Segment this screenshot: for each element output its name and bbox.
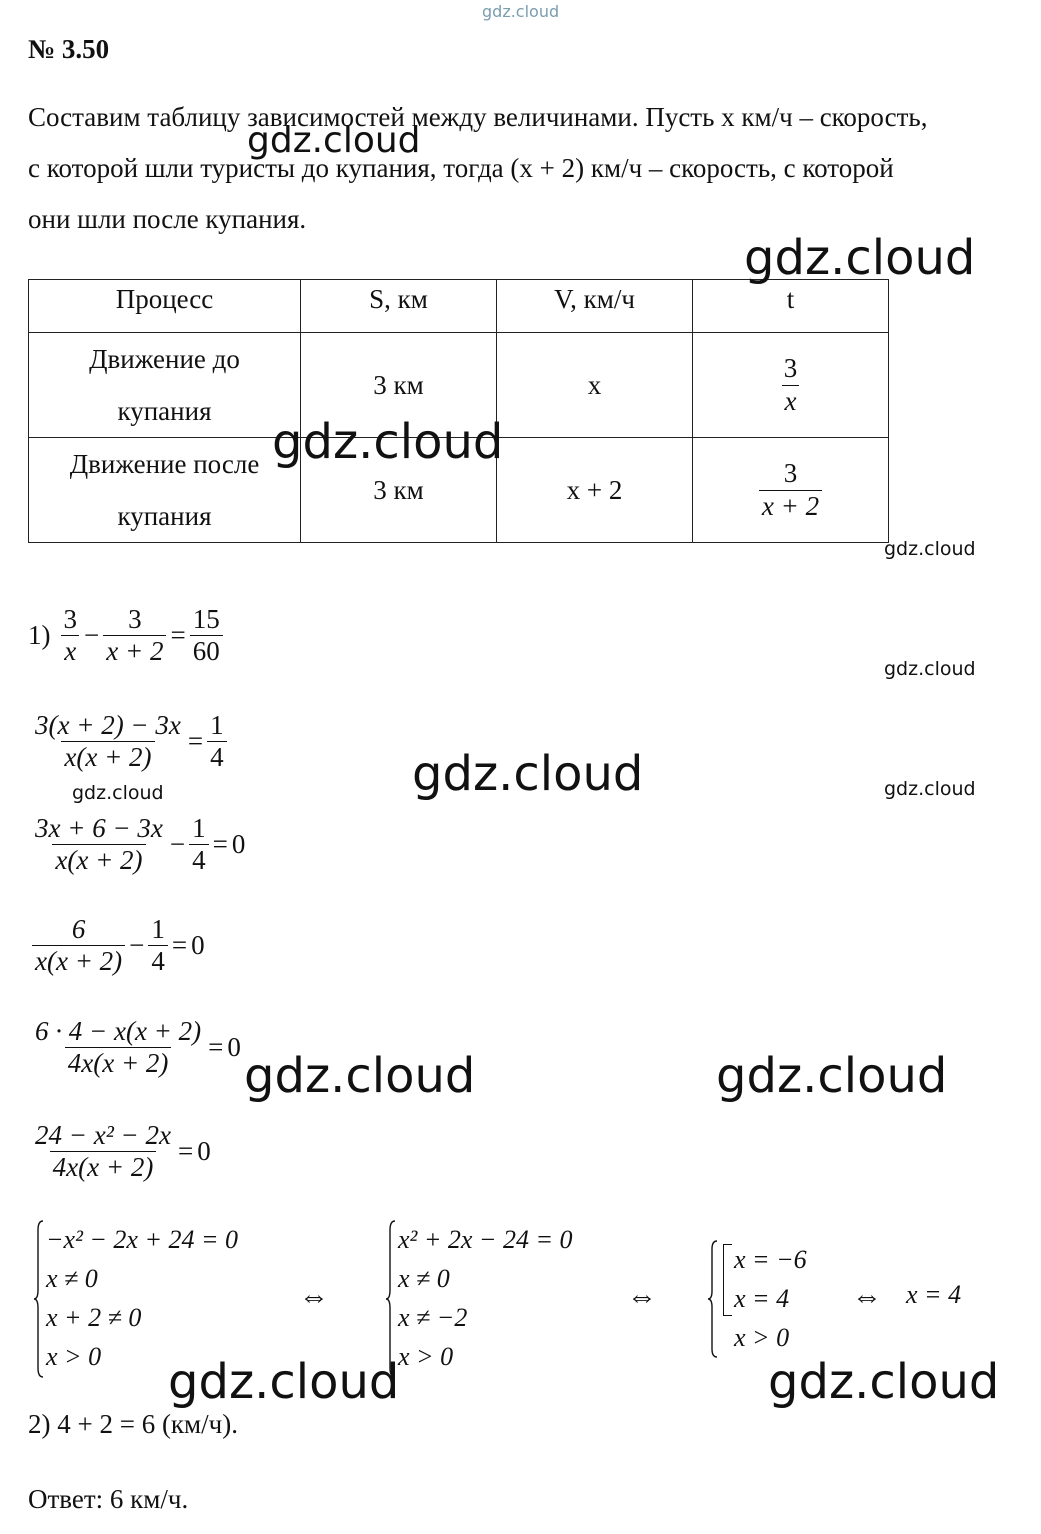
fraction-denominator: 4 [207, 741, 227, 773]
intro-line: с которой шли туристы до купания, тогда (x + 2) км/ч – скорость, с которой [28, 153, 894, 183]
watermark: gdz.cloud [244, 1048, 476, 1104]
watermark: gdz.cloud [272, 414, 504, 470]
fraction [207, 710, 227, 773]
fraction-denominator: 4x(x + 2) [50, 1151, 157, 1183]
cell-time [693, 333, 889, 438]
fraction-numerator: 3 [783, 458, 798, 489]
fraction [61, 604, 81, 667]
fraction-denominator: x(x + 2) [61, 741, 154, 773]
fraction-numerator: 1 [192, 813, 206, 843]
minus-sign: − [129, 930, 145, 961]
watermark: gdz.cloud [884, 658, 976, 680]
fraction-denominator: x [782, 385, 800, 417]
rhs-value: 0 [231, 829, 246, 860]
fraction-numerator: 1 [210, 710, 224, 740]
fraction-denominator: 4x(x + 2) [65, 1047, 172, 1079]
final-root: x = 4 [906, 1280, 962, 1309]
fraction-denominator: x + 2 [103, 635, 166, 667]
system-line: x + 2 ≠ 0 [46, 1303, 142, 1332]
process-text: купания [117, 501, 212, 531]
fraction [32, 1016, 204, 1079]
watermark: gdz.cloud [412, 746, 644, 802]
minus-sign: − [84, 620, 100, 651]
system-line: x > 0 [734, 1323, 790, 1352]
fraction-numerator: 3(x + 2) − 3x [35, 710, 181, 740]
cell-process [29, 333, 301, 438]
time-fraction [781, 353, 801, 416]
intro-paragraph [28, 92, 1018, 245]
curly-brace-icon [708, 1240, 718, 1358]
fraction-numerator: 6 · 4 − x(x + 2) [35, 1016, 202, 1046]
dependency-table [28, 279, 889, 543]
system-line: x > 0 [46, 1342, 102, 1371]
header-time: t [693, 280, 889, 333]
watermark: gdz.cloud [247, 120, 421, 161]
equivalence-arrow-icon: ⇔ [627, 1280, 657, 1313]
equation-3 [32, 813, 245, 876]
square-bracket-icon [723, 1244, 732, 1316]
watermark: gdz.cloud [768, 1354, 1000, 1410]
fraction-denominator: x(x + 2) [32, 945, 125, 977]
equation-5 [32, 1016, 241, 1079]
cell-time [693, 438, 889, 543]
fraction [103, 604, 166, 667]
system-line: x = −6 [734, 1245, 807, 1274]
equivalence-arrow-icon: ⇔ [852, 1280, 882, 1313]
process-text: Движение до [89, 344, 240, 374]
header-distance: S, км [301, 280, 497, 333]
rhs-value: 0 [197, 1136, 211, 1167]
watermark: gdz.cloud [72, 782, 164, 804]
time-fraction [759, 458, 822, 521]
fraction-denominator: x + 2 [759, 490, 822, 522]
watermark-top: gdz.cloud [482, 2, 560, 21]
watermark: gdz.cloud [744, 230, 976, 286]
fraction [32, 914, 125, 977]
fraction-denominator: x [61, 635, 79, 667]
intro-line: они шли после купания. [28, 204, 307, 234]
fraction [32, 813, 166, 876]
system-line: x ≠ 0 [46, 1264, 98, 1293]
answer: Ответ: 6 км/ч. [28, 1484, 189, 1514]
curly-brace-icon [34, 1220, 44, 1378]
cell-distance: 3 км [301, 333, 497, 438]
watermark: gdz.cloud [168, 1354, 400, 1410]
table-header-row [29, 280, 889, 333]
fraction-denominator: 4 [148, 945, 168, 977]
equals-sign: = [212, 829, 228, 860]
fraction-denominator: 4 [189, 844, 209, 876]
fraction-numerator: 3 [63, 604, 77, 634]
cell-speed: x [497, 333, 693, 438]
equals-sign: = [208, 1032, 224, 1063]
system-3 [708, 1240, 807, 1358]
system-line: x ≠ −2 [398, 1303, 468, 1332]
fraction-numerator: 3 [128, 604, 142, 634]
fraction-numerator: 15 [192, 604, 220, 634]
minus-sign: − [169, 829, 186, 860]
process-text: Движение после [69, 449, 260, 479]
header-speed: V, км/ч [497, 280, 693, 333]
system-line: −x² − 2x + 24 = 0 [46, 1225, 239, 1254]
watermark: gdz.cloud [884, 778, 976, 800]
header-process: Процесс [29, 280, 301, 333]
watermark: gdz.cloud [716, 1048, 948, 1104]
rhs-value: 0 [191, 930, 205, 961]
step-2: 2) 4 + 2 = 6 (км/ч). [28, 1409, 238, 1439]
fraction [148, 914, 168, 977]
equals-sign: = [178, 1136, 194, 1167]
equation-1 [28, 604, 223, 667]
system-line: x² + 2x − 24 = 0 [398, 1225, 573, 1254]
problem-number: № 3.50 [28, 34, 110, 64]
equals-sign: = [171, 930, 188, 961]
cell-distance: 3 км [301, 438, 497, 543]
rhs-value: 0 [227, 1032, 241, 1063]
intro-line: Составим таблицу зависимостей между величинами. Пусть x км/ч – скорость, [28, 102, 928, 132]
fraction-numerator: 6 [71, 914, 86, 944]
equation-4 [32, 914, 205, 977]
fraction [189, 813, 209, 876]
cell-speed: x + 2 [497, 438, 693, 543]
step-label: 1) [28, 620, 51, 651]
system-line: x ≠ 0 [398, 1264, 450, 1293]
equals-sign: = [187, 726, 204, 757]
fraction-numerator: 1 [151, 914, 165, 944]
system-line: x = 4 [734, 1284, 790, 1313]
fraction [32, 710, 184, 773]
fraction-numerator: 3x + 6 − 3x [35, 813, 163, 843]
fraction-denominator: 60 [190, 635, 223, 667]
watermark: gdz.cloud [884, 538, 976, 560]
fraction [32, 1120, 174, 1183]
equation-6 [32, 1120, 211, 1183]
system-2 [386, 1220, 573, 1378]
fraction [190, 604, 223, 667]
fraction-denominator: x(x + 2) [52, 844, 145, 876]
equals-sign: = [170, 620, 186, 651]
fraction-numerator: 3 [783, 353, 798, 384]
cell-process [29, 438, 301, 543]
equivalence-arrow-icon: ⇔ [299, 1280, 329, 1313]
equation-2 [32, 710, 227, 773]
system-line: x > 0 [398, 1342, 454, 1371]
process-text: купания [117, 396, 212, 426]
fraction-numerator: 24 − x² − 2x [35, 1120, 172, 1150]
